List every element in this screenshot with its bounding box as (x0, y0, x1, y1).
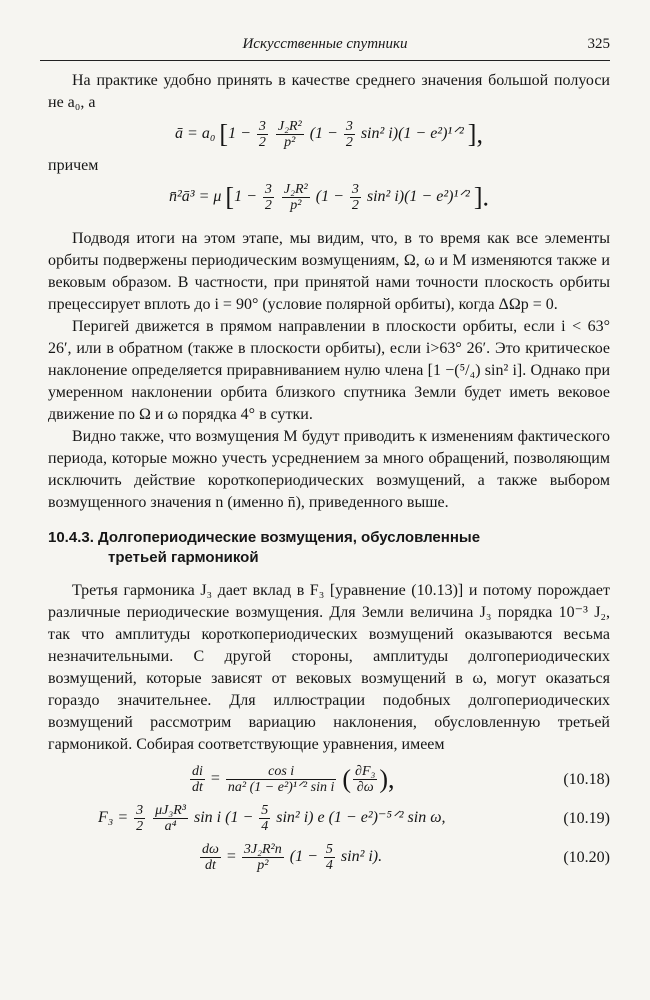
paragraph-third-harmonic: Третья гармоника J₃ дает вклад в F₃ [уравнение (10.13)] и потому порождает различные периодические возмущения. Для Земли величина J₃ порядка 10⁻³ J₂, так что амплитуды короткопериодических возмущений оказываются весьма незначительными. С другой стороны, амплитуды долгопериодических возмущений, которые зависят от вековых возмущений в ω, могут оказаться гораздо значительнее. Для иллюстрации подобных долгопериодических возмущений рассмотрим вариацию наклонения, обусловленную третьей гармоникой. Собирая соответствующие уравнения, имеем (48, 582, 610, 753)
eq-a-fraction-3: $\frac{3}{2}$ (345, 119, 353, 150)
eq1020-main-fraction: $\frac{\text{3J₂R²n}}{\text{p²}}$ (243, 842, 282, 873)
eq-a-lhs: ā = a₀ (175, 125, 216, 143)
page-body (48, 70, 610, 881)
eq1019-fraction-2: $\frac{\text{μJ₃R³}}{\text{a⁴}}$ (155, 803, 186, 834)
eq1019-fraction-3: $\frac{5}{4}$ (261, 803, 269, 834)
page-number: 325 (587, 36, 610, 52)
equation-10-20: $\frac{d\omega}{dt}$ = $\frac{\text{3J₂R²n}}{\text{p²}}$ (1 − $\frac{5}{4}$ sin² i). (10.20) (202, 842, 610, 873)
equation-mean-motion: n̄²ā³ = μ [1 − $\frac{3}{2}$ $\frac{\text{J₂R²}}{\text{p²}}$ (1 − $\frac{3}{2}$ sin² i)(1 − e²)¹ᐟ² ]. (169, 182, 489, 213)
paragraph-semi-major-axis: На практике удобно принять в качестве среднего значения большой полуоси не a₀, а (48, 72, 610, 111)
paragraph-summary: Подводя итоги на этом этапе, мы видим, что, в то время как все элементы орбиты подвержены периодическим возмущениям, Ω, ω и M изменяются также и вековым образом. В частности, при принятой нами точности плоскость орбиты прецессирует вплоть до i = 90° (условие полярной орбиты), когда ΔΩp = 0. (48, 230, 610, 313)
eq-n-fraction-3: $\frac{3}{2}$ (351, 182, 359, 213)
running-title: Искусственные спутники (242, 36, 408, 52)
eq-n-fraction-2: $\frac{\text{J₂R²}}{\text{p²}}$ (283, 182, 308, 213)
eq1018-lhs-fraction: $\frac{di}{dt}$ (192, 764, 203, 795)
section-heading-line-1: 10.4.3. Долгопериодические возмущения, обусловленные (48, 529, 481, 546)
page-header (40, 34, 610, 61)
equation-number-10-18: (10.18) (563, 770, 610, 788)
eq-a-fraction-1: $\frac{3}{2}$ (258, 119, 266, 150)
eq1018-main-fraction: $\frac{\text{cos i}}{\text{na² (1 − e²)¹ᐟ² sin i}}$ (227, 764, 335, 795)
equation-number-10-20: (10.20) (563, 848, 610, 866)
eq-a-fraction-2: $\frac{\text{J₂R²}}{\text{p²}}$ (277, 119, 302, 150)
eq-n-lhs: n̄²ā³ = μ (169, 188, 222, 206)
word-where: причем (48, 157, 99, 174)
eq1018-partial-fraction: $\frac{\text{∂F₃}}{\partial\omega}$ (355, 764, 376, 795)
paragraph-period: Видно также, что возмущения M будут приводить к изменениям фактического периода, которые можно учесть усреднением за много обращений, позволяющим исключить действие короткопериодических возмущений, а также выбором возмущенного значения n (именно n̄), приведенного выше. (48, 428, 610, 511)
section-heading (48, 528, 610, 568)
equation-10-19: F₃ = $\frac{3}{2}$ $\frac{\text{μJ₃R³}}{\text{a⁴}}$ sin i (1 − $\frac{5}{4}$ sin² i) e (1 − e²)⁻⁵ᐟ² sin ω, (10.19) (98, 803, 610, 834)
equation-mean-semi-major-axis: ā = a₀ [1 − $\frac{3}{2}$ $\frac{\text{J₂R²}}{\text{p²}}$ (1 − $\frac{3}{2}$ sin² i)(1 − e²)¹ᐟ² ], (175, 119, 483, 150)
paragraph-perigee: Перигей движется в прямом направлении в плоскости орбиты, если i < 63° 26′, или в обратном (также в плоскости орбиты), если i>63° 26′. Это критическое наклонение определяется приравниванием нулю члена [1 −(⁵/₄) sin² i]. Однако при умеренном наклонении орбита близкого спутника Земли будет иметь вековое движение по Ω и ω порядка 4° в сутки. (48, 318, 610, 423)
section-heading-line-2: третьей гармоникой (108, 549, 259, 566)
eq1020-fraction-2: $\frac{5}{4}$ (325, 842, 333, 873)
eq1020-lhs-fraction: $\frac{d\omega}{dt}$ (202, 842, 219, 873)
eq-n-fraction-1: $\frac{3}{2}$ (264, 182, 272, 213)
eq1019-fraction-1: $\frac{3}{2}$ (136, 803, 144, 834)
equation-number-10-19: (10.19) (563, 809, 610, 827)
equation-10-18: $\frac{di}{dt}$ = $\frac{\text{cos i}}{\text{na² (1 − e²)¹ᐟ² sin i}}$ ( $\frac{\text{∂F₃}}{\partial\omega}$ ), (10.18) (192, 764, 610, 795)
